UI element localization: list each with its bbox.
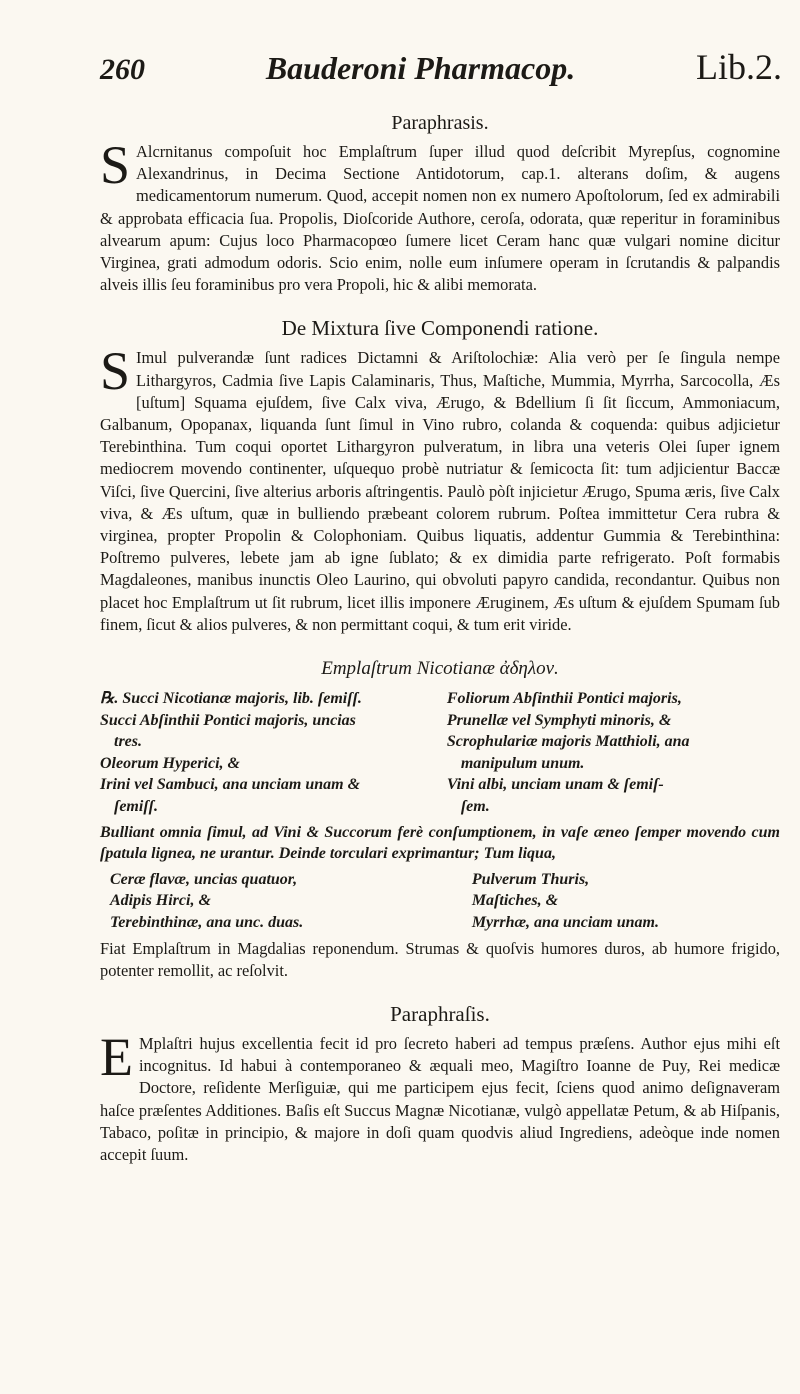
ingredient-line: Foliorum Abſinthii Pontici majoris, [446, 690, 682, 708]
ingredient-line: Maſtiches, & [471, 892, 559, 910]
ingredient-line: Oleorum Hyperici, & [100, 754, 240, 772]
recipe-right-column [447, 688, 780, 818]
ingredient-line: Ceræ flavæ, uncias quatuor, [110, 870, 298, 888]
recipe-ingredients [100, 688, 780, 818]
recipe-right-column-2 [472, 869, 780, 934]
ingredient-line: manipulum unum. [460, 754, 585, 772]
page-content [100, 112, 780, 1166]
book-reference: Lib.2. [696, 47, 782, 87]
ingredient-line: Adipis Hirci, & [110, 892, 211, 910]
running-title: Bauderoni Pharmacop. [265, 50, 576, 86]
recipe-left-column [100, 688, 433, 818]
dropcap: S [100, 341, 131, 402]
recipe-closing: Fiat Emplaſtrum in Magdalias reponendum. Strumas & quoſvis humores duros, ab humore frigido, potenter remollit, ac reſolvit. [100, 938, 780, 980]
paragraph-text: Mplaſtri hujus excellentia fecit id pro ſecreto haberi ad tempus præſens. Author ejus mihi eſt incognitus. Id habui à contemporaneo & æquali meo, Magiſtro Ioanne de Puy, Rei medicæ Doctore, reſidente Merſiguiæ, qui me participem ejus fecit, ſciens quod animo deſignaveram haſce præſentes Additiones. Baſis eſt Succus Magnæ Nicotianæ, vulgò appellatæ Petum, & ab Hiſpanis, Tabaco, poſitæ in principio, & majore in doſi quam quodvis aliud Ingrediens, adeòque inde nomen accepit ſuum. [100, 1034, 780, 1165]
ingredient-line: Pulverum Thuris, [471, 870, 590, 888]
ingredient-line: ſemiſſ. [114, 798, 158, 816]
paragraph-paraphrasis-1 [100, 135, 780, 296]
ingredient-line: Vini albi, unciam unam & ſemiſ- [446, 776, 664, 794]
ingredient-line: Irini vel Sambuci, ana unciam unam & [100, 776, 361, 794]
ingredient-line: ſem. [460, 798, 490, 816]
running-head [100, 46, 782, 96]
paragraph-mixtura [100, 341, 780, 636]
page-number: 260 [100, 53, 145, 86]
ingredient-line: Succi Abſinthii Pontici majoris, uncias [100, 711, 356, 729]
section-heading-paraphrasis-2: Paraphraſis. [390, 1002, 490, 1026]
recipe-instruction: Bulliant omnia ſimul, ad Vini & Succorum ferè conſumptionem, in vaſe æneo ſemper movendo cum ſpatula lignea, ne urantur. Deinde torculari exprimantur; Tum liqua, [100, 823, 780, 863]
dropcap: E [100, 1027, 133, 1087]
paragraph-text: Imul pulverandæ ſunt radices Dictamni & Ariſtolochiæ: Alia verò per ſe ſingula nempe Lithargyros, Cadmia ſive Lapis Calaminaris, Thus, Maſtiche, Mummia, Myrrha, Sarcocolla, Æs [uſtum] Squama ejuſdem, ſive Calx viva, Ærugo, & Bdellium ſi ſit ſiccum, Ammoniacum, Galbanum, Opopanax, liquanda ſunt ſimul in Vino rubro, colanda & coquenda: quibus adjicietur Terebinthina. Tum coqui oportet Lithargyron pulveratum, in libra una veteris Olei ſuper ignem mediocrem movendo continenter, uſquequo probè nutriatur & ſemicocta ſit: tum adjicientur Baccæ Viſci, ſive Quercini, ſive alterius arboris aſtringentis. Paulò pòſt injicietur Ærugo, Spuma æris, ſive Calx viva, & Æs uſtum, quæ in bulliendo præbeant colorem rubrum. Poſtea immittetur Cera rubra & virginea, propter Propolin & Colophoniam. Quibus liquatis, addentur Gummia & Terebinthina: Poſtremo pulveres, lebete jam ab igne ſublato; & ex dimidia parte refrigerato. Poſt formabis Magdaleones, manibus inunctis Oleo Laurino, qui obvoluti papyro candida, recondantur. Quibus non placet hoc Emplaſtrum ut ſit rubrum, licet illis imponere Æruginem, Æs uſtum & ejuſdem Spumam ſub finem, ſicut & alios pulveres, & non permittant coqui, & tum erit viride. [100, 348, 780, 634]
dropcap: S [100, 135, 131, 195]
ingredient-line: tres. [114, 733, 142, 751]
ingredient-line: Scrophulariæ majoris Matthioli, ana [446, 733, 690, 751]
recipe-title: Emplaſtrum Nicotianæ ἀδηλον. [321, 658, 559, 680]
recipe-ingredients-2 [100, 869, 780, 934]
recipe-left-column-2 [110, 869, 418, 934]
ingredient-line: Terebinthinæ, ana unc. duas. [110, 914, 304, 931]
section-heading-paraphrasis-1: Paraphrasis. [391, 112, 489, 134]
ingredient-line: Myrrhæ, ana unciam unam. [471, 914, 659, 931]
paragraph-text: Alcrnitanus compoſuit hoc Emplaſtrum ſuper illud quod deſcribit Myrepſus, cognomine Alexandrinus, in Decima Sectione Antidotorum, cap.1. alterans doſim, & augens medicamentorum numerum. Quod, accepit nomen non ex numero Apoſtolorum, ſed ex admirabili & approbata efficacia ſua. Propolis, Dioſcoride Authore, ceroſa, odorata, quæ reperitur in foraminibus alvearum apum: Cujus loco Pharmacopœo ſumere licet Ceram hanc quæ vulgari nomine dicitur Virginea, grati admodum odoris. Scio enim, nolle eum inſumere operam in ſcrutandis & palpandis alveis illis ſeu foraminibus pro vera Propoli, hic & alibi memorata. [100, 142, 780, 295]
ingredient-line: Prunellæ vel Symphyti minoris, & [446, 711, 672, 729]
paragraph-paraphrasis-2 [100, 1027, 780, 1166]
section-heading-mixtura: De Mixtura ſive Componendi ratione. [281, 316, 599, 341]
ingredient-line: ℞. Succi Nicotianæ majoris, lib. ſemiſſ. [100, 690, 362, 708]
